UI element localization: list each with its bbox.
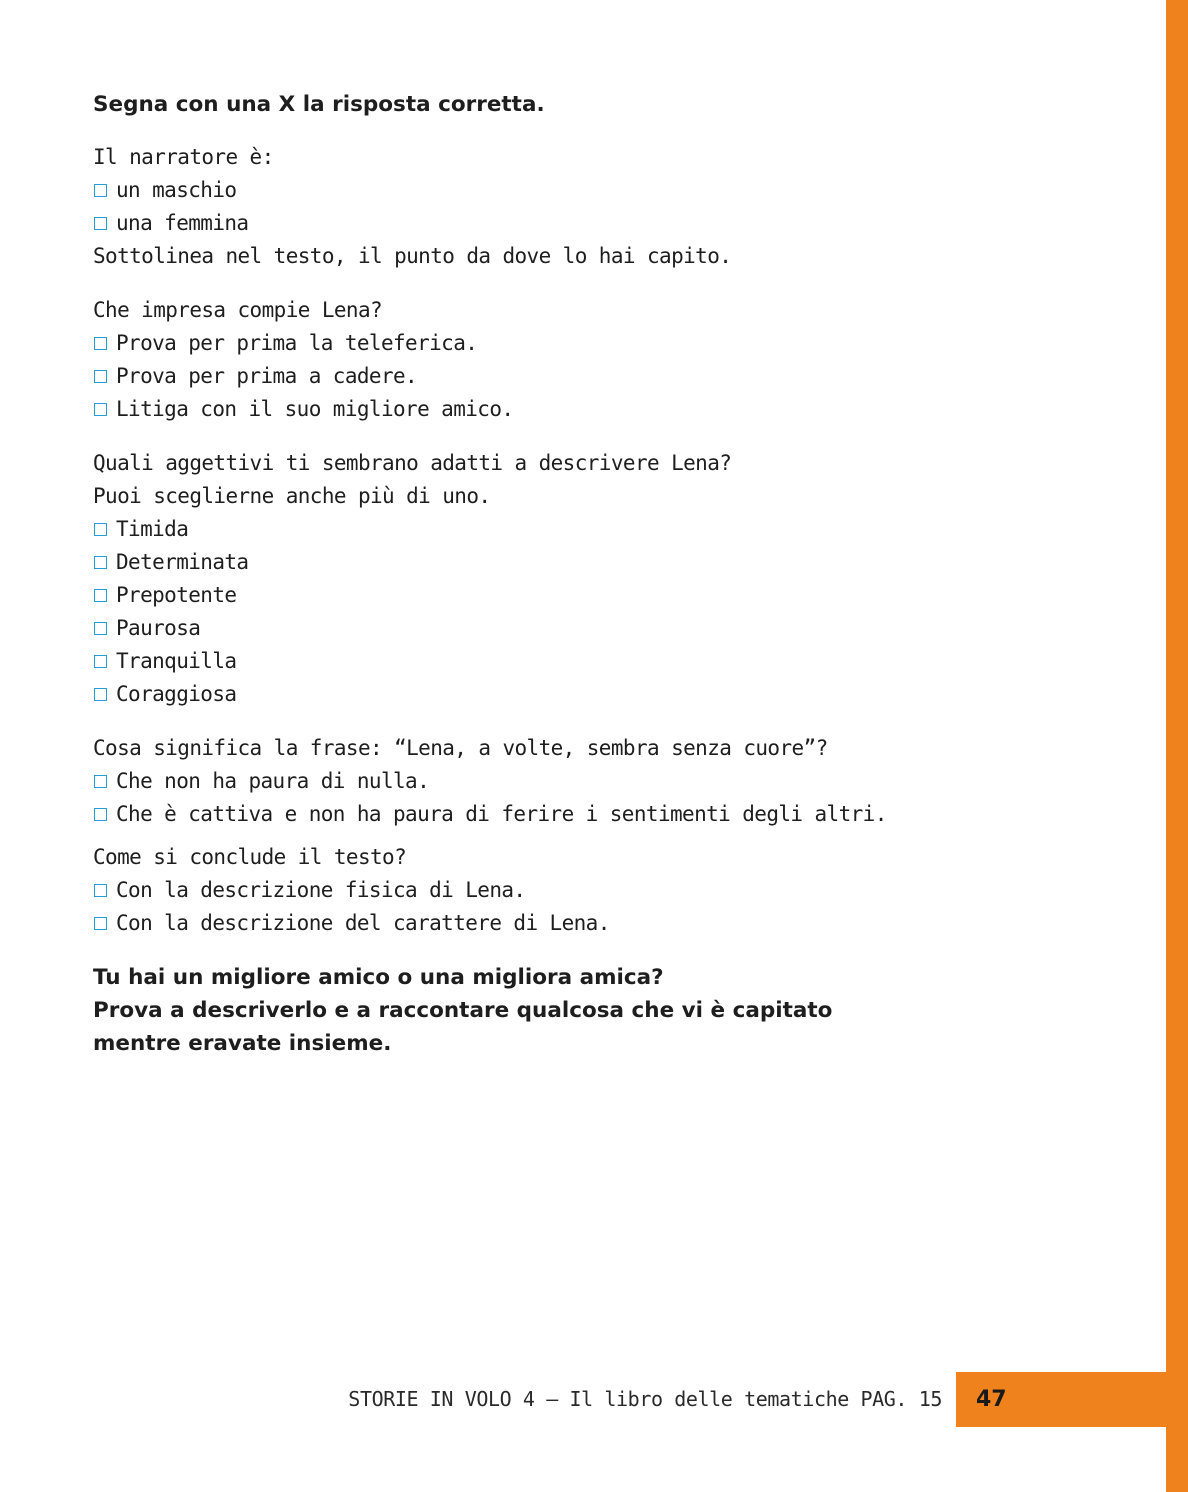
q2-option-1[interactable] [93, 327, 1133, 360]
q4-option-1[interactable] [93, 765, 1133, 798]
option-label: Con la descrizione fisica di Lena. [116, 878, 526, 902]
option-label: Determinata [116, 550, 249, 574]
checkbox-icon[interactable] [94, 808, 107, 821]
instruction-heading: Segna con una X la risposta corretta. [93, 92, 545, 117]
q5-option-2[interactable] [93, 907, 1133, 940]
checkbox-icon[interactable] [94, 523, 107, 536]
option-label: Coraggiosa [116, 682, 237, 706]
worksheet-content [93, 88, 1133, 1060]
option-label: Che è cattiva e non ha paura di ferire i sentimenti degli altri. [116, 802, 887, 826]
q2-option-3[interactable] [93, 393, 1133, 426]
closing-prompt-line-1: Tu hai un migliore amico o una migliora amica? [93, 965, 664, 990]
option-label: Con la descrizione del carattere di Lena. [116, 911, 610, 935]
option-label: Tranquilla [116, 649, 237, 673]
question-3-note: Puoi sceglierne anche più di uno. [93, 484, 491, 508]
q5-option-1[interactable] [93, 874, 1133, 907]
checkbox-icon[interactable] [94, 370, 107, 383]
question-4: Cosa significa la frase: “Lena, a volte, sembra senza cuore”? [93, 736, 828, 760]
question-1-note: Sottolinea nel testo, il punto da dove lo hai capito. [93, 244, 732, 268]
footer-book-reference: STORIE IN VOLO 4 – Il libro delle tematiche PAG. 15 [348, 1387, 942, 1411]
option-label: Che non ha paura di nulla. [116, 769, 430, 793]
orange-edge-strip [1166, 0, 1188, 1492]
option-label: Litiga con il suo migliore amico. [116, 397, 514, 421]
checkbox-icon[interactable] [94, 775, 107, 788]
q3-option-6[interactable] [93, 678, 1133, 711]
checkbox-icon[interactable] [94, 655, 107, 668]
question-1: Il narratore è: [93, 145, 274, 169]
question-3: Quali aggettivi ti sembrano adatti a descrivere Lena? [93, 451, 732, 475]
option-label: un maschio [116, 178, 237, 202]
q1-option-2[interactable] [93, 207, 1133, 240]
checkbox-icon[interactable] [94, 622, 107, 635]
q3-option-4[interactable] [93, 612, 1133, 645]
question-5: Come si conclude il testo? [93, 845, 407, 869]
page-number: 47 [976, 1387, 1007, 1412]
q2-option-2[interactable] [93, 360, 1133, 393]
page-footer [0, 1372, 1166, 1427]
option-label: una femmina [116, 211, 249, 235]
checkbox-icon[interactable] [94, 884, 107, 897]
closing-prompt-line-2: Prova a descriverlo e a raccontare qualcosa che vi è capitato [93, 998, 833, 1023]
q4-option-2[interactable] [93, 798, 1133, 831]
option-label: Prepotente [116, 583, 237, 607]
checkbox-icon[interactable] [94, 556, 107, 569]
q3-option-1[interactable] [93, 513, 1133, 546]
checkbox-icon[interactable] [94, 403, 107, 416]
option-label: Paurosa [116, 616, 201, 640]
q3-option-3[interactable] [93, 579, 1133, 612]
page-number-box [956, 1372, 1166, 1427]
option-label: Prova per prima la teleferica. [116, 331, 478, 355]
checkbox-icon[interactable] [94, 917, 107, 930]
option-label: Timida [116, 517, 189, 541]
checkbox-icon[interactable] [94, 217, 107, 230]
question-2: Che impresa compie Lena? [93, 298, 383, 322]
q3-option-2[interactable] [93, 546, 1133, 579]
checkbox-icon[interactable] [94, 688, 107, 701]
q1-option-1[interactable] [93, 174, 1133, 207]
option-label: Prova per prima a cadere. [116, 364, 418, 388]
closing-prompt-line-3: mentre eravate insieme. [93, 1031, 392, 1056]
checkbox-icon[interactable] [94, 589, 107, 602]
checkbox-icon[interactable] [94, 337, 107, 350]
checkbox-icon[interactable] [94, 184, 107, 197]
q3-option-5[interactable] [93, 645, 1133, 678]
